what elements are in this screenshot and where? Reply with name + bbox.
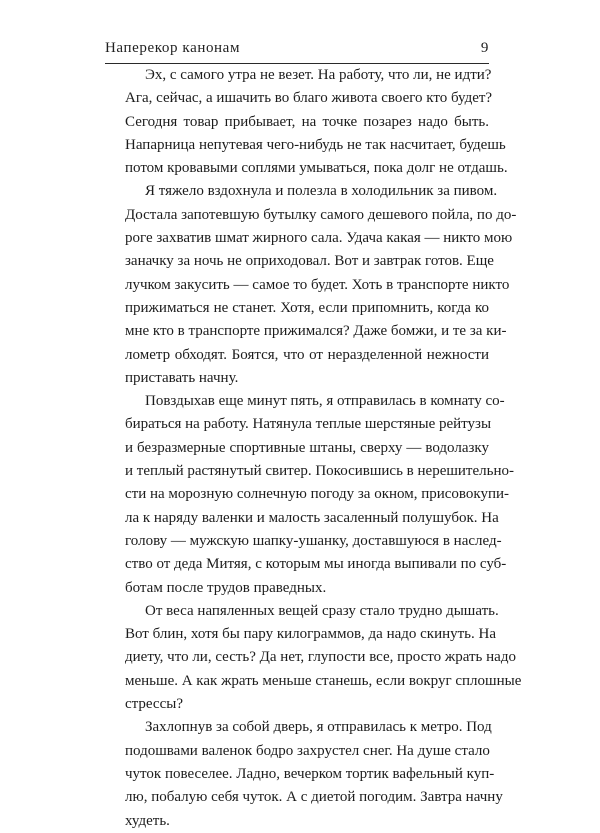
running-head xyxy=(105,36,489,60)
text-line: лучком закусить — самое то будет. Хоть в транспорте никто xyxy=(125,276,510,293)
book-title: Наперекор канонам xyxy=(105,39,241,56)
text-line: Достала запотевшую бутылку самого дешевого пойла, по до- xyxy=(125,206,517,223)
body-text xyxy=(105,64,522,833)
text-line: Напарница непутевая чего-нибудь не так насчитает, будешь xyxy=(125,136,506,153)
text-line: Повздыхав еще минут пять, я отправилась в комнату со- xyxy=(145,393,505,410)
text-line: Захлопнув за собой дверь, я отправилась к метро. Под xyxy=(145,719,492,736)
text-line: Я тяжело вздохнула и полезла в холодильник за пивом. xyxy=(145,183,498,200)
text-line: заначку за ночь не оприходовал. Вот и завтрак готов. Еще xyxy=(125,253,494,270)
text-line: чуток повеселее. Ладно, вечерком тортик вафельный куп- xyxy=(125,765,495,782)
paragraph-4 xyxy=(105,600,522,716)
text-line: Сегодня товар прибывает, на точке позарез надо быть. xyxy=(125,113,489,130)
text-line: диету, что ли, сесть? Да нет, глупости все, просто жрать надо xyxy=(125,649,516,666)
text-line: потом кровавыми соплями умываться, пока долг не отдашь. xyxy=(125,160,508,177)
text-line: прижиматься не станет. Хотя, если припомнить, когда ко xyxy=(125,299,489,316)
text-line: Эх, с самого утра не везет. На работу, что ли, не идти? xyxy=(145,67,492,83)
text-line: приставать начну. xyxy=(125,369,239,386)
text-line: Вот блин, хотя бы пару килограммов, да надо скинуть. На xyxy=(125,626,497,643)
text-line: меньше. А как жрать меньше станешь, если вокруг сплошные xyxy=(125,672,522,689)
text-line: ла к наряду валенки и малость засаленный полушубок. На xyxy=(125,509,499,526)
text-line: бираться на работу. Натянула теплые шерстяные рейтузы xyxy=(125,416,492,433)
text-line: худеть. xyxy=(125,812,170,829)
text-line: Ага, сейчас, а ишачить во благо живота своего кто будет? xyxy=(125,90,493,107)
text-line: стрессы? xyxy=(125,696,183,713)
text-line: и безразмерные спортивные штаны, сверху — водолазку xyxy=(125,439,489,456)
text-line: сти на морозную солнечную погоду за окном, присовокупи- xyxy=(125,486,510,503)
paragraph-2 xyxy=(105,180,517,390)
text-line: лометр обходят. Боятся, что от неразделенной нежности xyxy=(125,346,489,363)
text-line: мне кто в транспорте прижимался? Даже бомжи, и те за ки- xyxy=(125,323,507,340)
page-number: 9 xyxy=(480,39,489,56)
text-line: ство от деда Митяя, с которым мы иногда выпивали по суб- xyxy=(125,556,507,573)
paragraph-1 xyxy=(105,64,508,180)
paragraph-3 xyxy=(105,390,514,600)
paragraph-5 xyxy=(105,716,503,832)
text-line: голову — мужскую шапку-ушанку, доставшуюся в наслед- xyxy=(125,532,502,549)
text-line: роге захватив шмат жирного сала. Удача какая — никто мою xyxy=(125,230,513,247)
text-line: От веса напяленных вещей сразу стало трудно дышать. xyxy=(145,602,499,619)
text-line: подошвами валенок бодро захрустел снег. На душе стало xyxy=(125,742,490,759)
text-line: и теплый растянутый свитер. Покосившись в нерешительно- xyxy=(125,463,514,480)
text-line: ботам после трудов праведных. xyxy=(125,579,327,596)
text-line: лю, побалую себя чуток. А с диетой погодим. Завтра начну xyxy=(125,789,503,806)
